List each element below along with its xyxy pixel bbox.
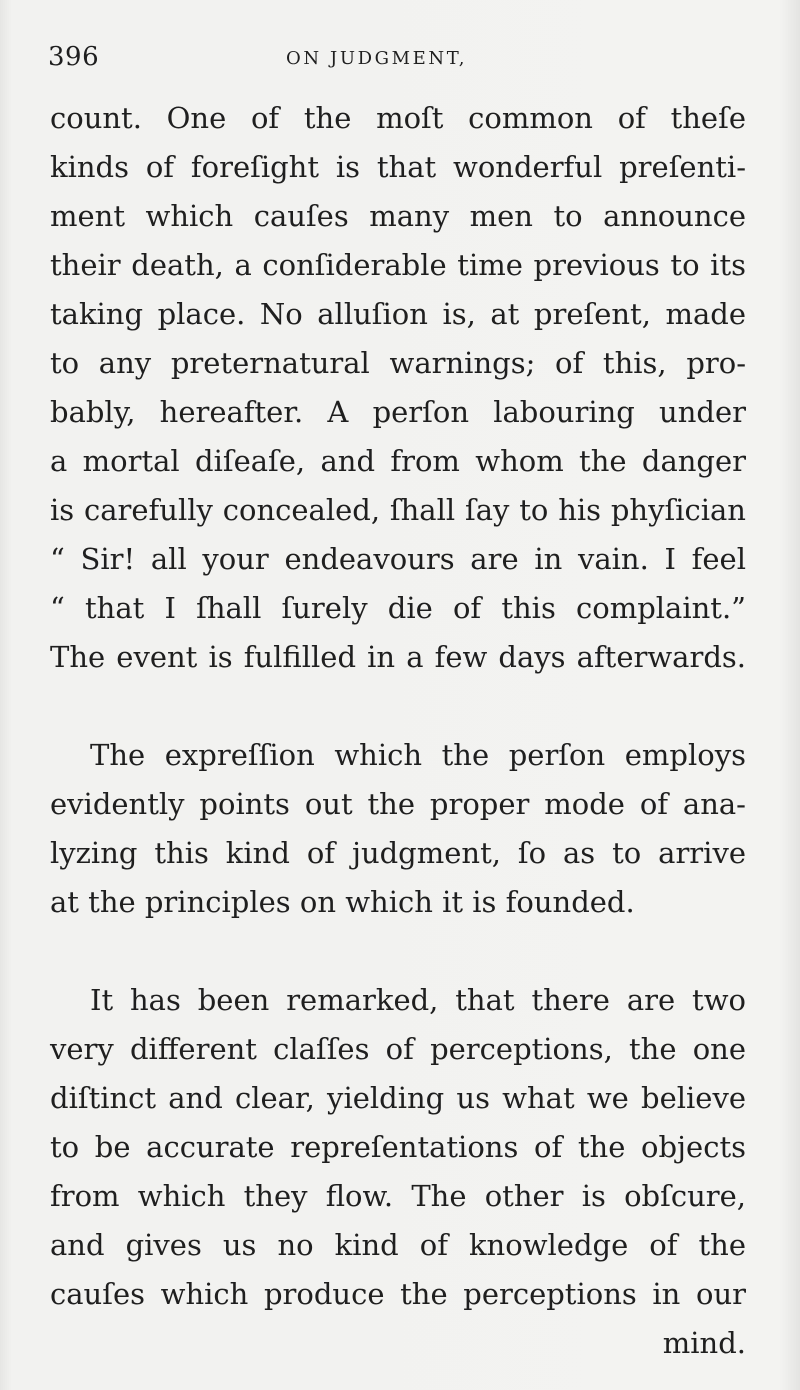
- running-head: ON JUDGMENT,: [286, 48, 468, 69]
- text-line: to any preternatural warnings; of this, pro-: [50, 346, 746, 380]
- text-line: mind.: [662, 1326, 746, 1360]
- text-line: diſtinct and clear, yielding us what we believe: [50, 1081, 746, 1115]
- text-line: evidently points out the proper mode of ana-: [50, 787, 746, 821]
- text-line: very different claſſes of perceptions, the one: [50, 1032, 746, 1066]
- text-line: “ that I ſhall ſurely die of this complaint.”: [50, 591, 746, 625]
- text-line: It has been remarked, that there are two: [90, 983, 746, 1017]
- page-number: 396: [48, 42, 100, 72]
- text-line: “ Sir! all your endeavours are in vain. I feel: [50, 542, 746, 576]
- text-line: The expreſſion which the perſon employs: [90, 738, 746, 772]
- text-line: cauſes which produce the perceptions in our: [50, 1277, 746, 1311]
- text-line: The event is fulfilled in a few days afterwards.: [50, 640, 746, 674]
- paragraph-3: [50, 976, 746, 1368]
- page-header: [48, 42, 750, 82]
- text-line: from which they flow. The other is obſcure,: [50, 1179, 746, 1213]
- paragraph-1: [50, 94, 746, 682]
- paragraph-2: [50, 731, 746, 927]
- text-line: to be accurate repreſentations of the objects: [50, 1130, 746, 1164]
- text-line: and gives us no kind of knowledge of the: [50, 1228, 746, 1262]
- text-line: their death, a conſiderable time previous to its: [50, 248, 746, 282]
- text-line: lyzing this kind of judgment, ſo as to arrive: [50, 836, 746, 870]
- text-line: bably, hereafter. A perſon labouring under: [50, 395, 746, 429]
- text-line: at the principles on which it is founded.: [50, 885, 635, 919]
- text-line: a mortal diſeaſe, and from whom the danger: [50, 444, 746, 478]
- text-line: ment which cauſes many men to announce: [50, 199, 746, 233]
- text-line: taking place. No alluſion is, at preſent, made: [50, 297, 746, 331]
- text-line: count. One of the moſt common of theſe: [50, 101, 746, 135]
- text-line: kinds of foreſight is that wonderful preſenti-: [50, 150, 746, 184]
- text-line: is carefully concealed, ſhall ſay to his phyſician: [50, 493, 746, 527]
